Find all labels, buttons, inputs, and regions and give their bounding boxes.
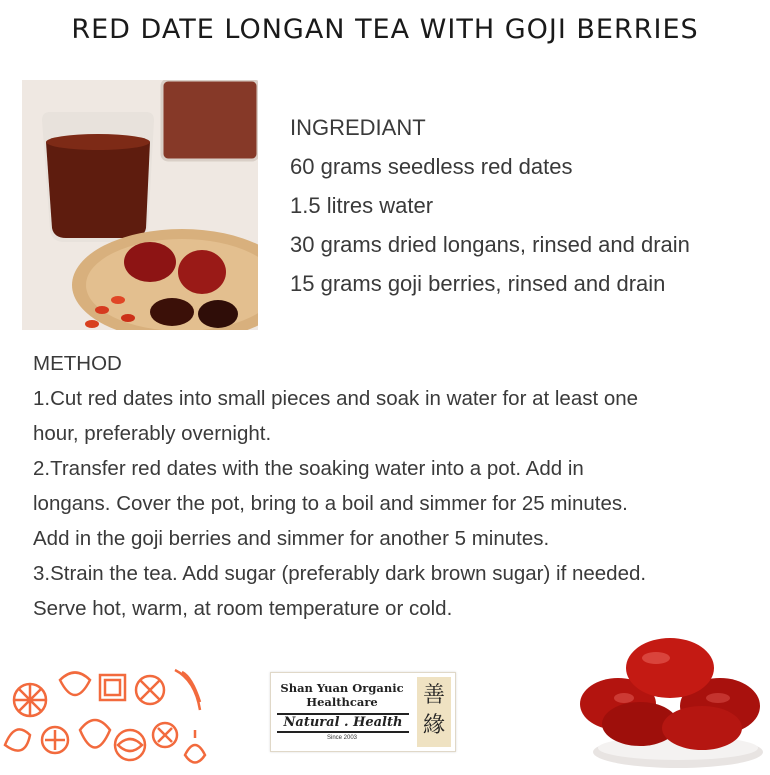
method-section <box>33 346 753 626</box>
ingredient-item: 15 grams goji berries, rinsed and drain <box>290 271 666 296</box>
red-dates-photo <box>578 632 770 770</box>
method-line: hour, preferably overnight. <box>33 422 272 445</box>
method-heading: METHOD <box>33 352 122 375</box>
ingredients-section <box>290 108 690 303</box>
method-line: Add in the goji berries and simmer for another 5 minutes. <box>33 527 550 550</box>
ingredient-item: 60 grams seedless red dates <box>290 154 573 179</box>
chinese-seal: 善緣 <box>417 677 451 747</box>
page-title: RED DATE LONGAN TEA WITH GOJI BERRIES <box>71 14 699 45</box>
method-line: longans. Cover the pot, bring to a boil and simmer for 25 minutes. <box>33 492 628 515</box>
tea-photo <box>22 80 258 330</box>
method-line: 3.Strain the tea. Add sugar (preferably dark brown sugar) if needed. <box>33 562 647 585</box>
method-line: 1.Cut red dates into small pieces and soak in water for at least one <box>33 387 639 410</box>
ingredient-item: 1.5 litres water <box>290 193 434 218</box>
brand-since: Since 2003 <box>326 735 358 741</box>
method-line: Serve hot, warm, at room temperature or cold. <box>33 597 453 620</box>
method-line: 2.Transfer red dates with the soaking water into a pot. Add in <box>33 457 584 480</box>
brand-tagline: Natural . Health <box>277 713 409 733</box>
vegetable-illustration <box>0 660 210 770</box>
brand-logo <box>270 672 456 752</box>
brand-name: Shan Yuan Organic Healthcare <box>280 681 404 709</box>
ingredient-item: 30 grams dried longans, rinsed and drain <box>290 232 690 257</box>
ingredients-heading: INGREDIANT <box>290 115 426 140</box>
